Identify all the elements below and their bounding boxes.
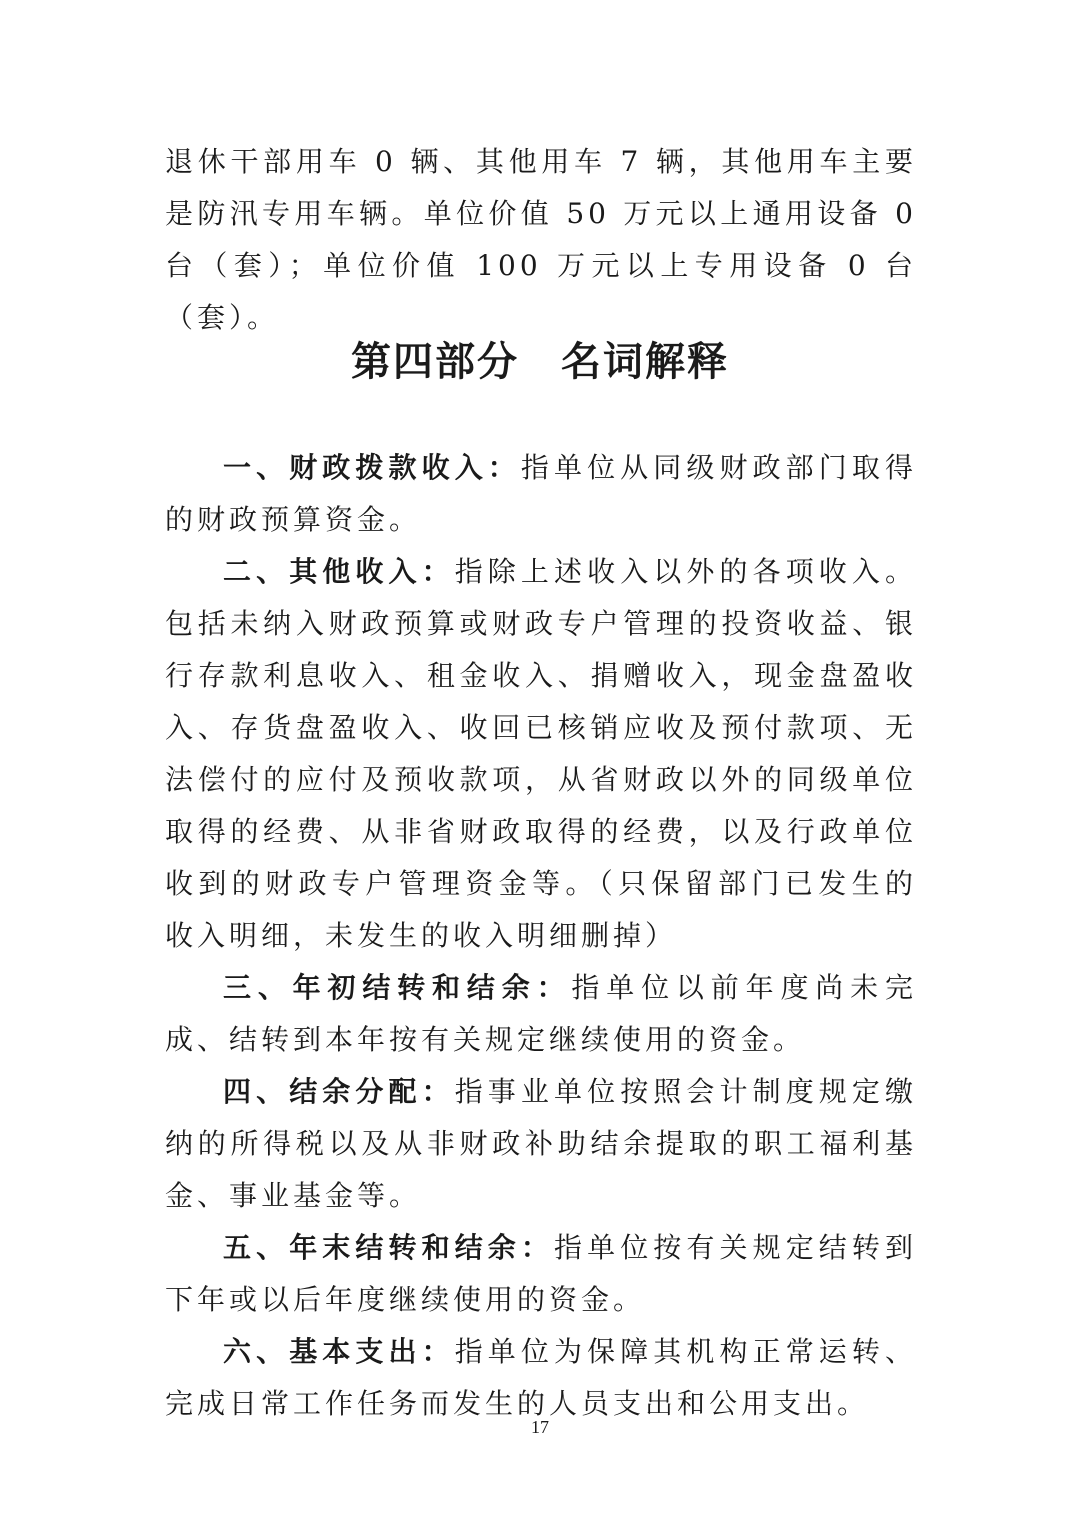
definition-term: 五、年末结转和结余： — [223, 1231, 554, 1264]
definition-term: 四、结余分配： — [223, 1075, 455, 1108]
page-number: 17 — [531, 1417, 549, 1437]
definition-term: 一、财政拨款收入： — [223, 451, 521, 484]
section-title: 第四部分 名词解释 — [351, 338, 729, 385]
definition-item — [165, 442, 917, 546]
definition-text: 指除上述收入以外的各项收入。包括未纳入财政预算或财政专户管理的投资收益、银行存款利息收入、租金收入、捐赠收入，现金盘盈收入、存货盘盈收入、收回已核销应收及预付款项、无法偿付的应付及预收款项，从省财政以外的同级单位取得的经费、从非省财政取得的经费，以及行政单位收到的财政专户管理资金等。（只保留部门已发生的收入明细，未发生的收入明细删掉） — [165, 555, 917, 952]
definition-text: 指单位按有关规定结转到下年或以后年度继续使用的资金。 — [165, 1231, 917, 1316]
definition-text: 指单位为保障其机构正常运转、完成日常工作任务而发生的人员支出和公用支出。 — [165, 1335, 917, 1420]
definition-item — [165, 1066, 917, 1222]
definition-text: 指单位以前年度尚未完成、结转到本年按有关规定继续使用的资金。 — [165, 971, 917, 1056]
definition-item — [165, 1222, 917, 1326]
definition-term: 三、年初结转和结余： — [223, 971, 572, 1004]
definition-text: 指单位从同级财政部门取得的财政预算资金。 — [165, 451, 917, 536]
definition-item — [165, 962, 917, 1066]
definition-item — [165, 1326, 917, 1430]
intro-paragraph: 退休干部用车 0 辆、其他用车 7 辆，其他用车主要是防汛专用车辆。单位价值 50 万元以上通用设备 0 台（套）；单位价值 100 万元以上专用设备 0 台（套）。 — [165, 145, 917, 334]
definition-term: 二、其他收入： — [223, 555, 455, 588]
definition-term: 六、基本支出： — [223, 1335, 455, 1368]
definitions-list — [165, 442, 917, 1430]
definition-text: 指事业单位按照会计制度规定缴纳的所得税以及从非财政补助结余提取的职工福利基金、事业基金等。 — [165, 1075, 917, 1212]
definition-item — [165, 546, 917, 962]
